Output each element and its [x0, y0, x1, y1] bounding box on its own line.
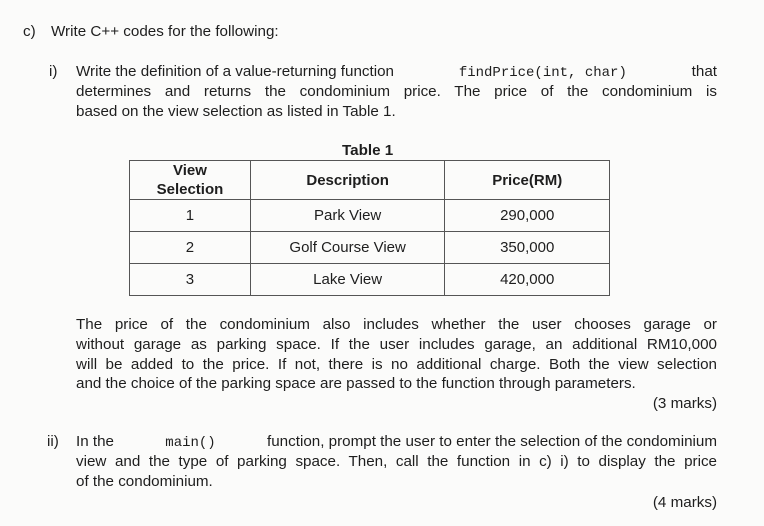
cell-price: 350,000 — [445, 232, 610, 264]
cell-description: Park View — [250, 200, 445, 232]
part-ii-line-2: view and the type of parking space. Then, call the function in c) i) to display the price — [76, 453, 717, 470]
find-price-signature: findPrice(int, char) — [458, 65, 627, 81]
header-description: Description — [250, 161, 445, 200]
part-i-label: i) — [49, 63, 58, 80]
cell-view: 3 — [130, 264, 251, 296]
part-i-line-1 — [76, 63, 717, 81]
paragraph-line-2: without garage as parking space. If the user includes garage, an additional RM10,000 — [76, 336, 717, 353]
question-c-label: c) — [23, 23, 36, 40]
header-price: Price(RM) — [445, 161, 610, 200]
part-ii-line-1-pre: In the — [76, 433, 114, 450]
header-view-selection: View Selection — [130, 161, 251, 200]
part-i-line-1-post: that — [691, 63, 717, 80]
part-i-line-3: based on the view selection as listed in Table 1. — [76, 103, 396, 120]
paragraph-line-4: and the choice of the parking space are passed to the function through parameters. — [76, 375, 636, 392]
cell-view: 2 — [130, 232, 251, 264]
cell-view: 1 — [130, 200, 251, 232]
table-header-row — [130, 161, 610, 200]
cell-description: Lake View — [250, 264, 445, 296]
part-ii-line-3: of the condominium. — [76, 473, 213, 490]
part-i-marks: (3 marks) — [652, 395, 717, 412]
table-row — [130, 264, 610, 296]
cell-description: Golf Course View — [250, 232, 445, 264]
question-c-text: Write C++ codes for the following: — [51, 23, 279, 40]
table-row — [130, 200, 610, 232]
table-row — [130, 232, 610, 264]
main-function-code: main() — [165, 435, 216, 451]
table-title: Table 1 — [342, 142, 394, 159]
paragraph-line-1: The price of the condominium also includes whether the user chooses garage or — [76, 316, 717, 333]
part-ii-marks: (4 marks) — [652, 494, 717, 511]
part-i-line-2: determines and returns the condominium price. The price of the condominium is — [76, 83, 717, 100]
cell-price: 420,000 — [445, 264, 610, 296]
part-i-line-1-pre: Write the definition of a value-returning function — [76, 63, 394, 80]
part-ii-label: ii) — [47, 433, 59, 450]
part-ii-line-1 — [76, 433, 717, 451]
paragraph-line-3: will be added to the price. If not, there is no additional charge. Both the view selection — [76, 356, 717, 373]
cell-price: 290,000 — [445, 200, 610, 232]
price-table — [129, 160, 610, 296]
part-ii-line-1-post: function, prompt the user to enter the selection of the condominium — [267, 433, 717, 450]
